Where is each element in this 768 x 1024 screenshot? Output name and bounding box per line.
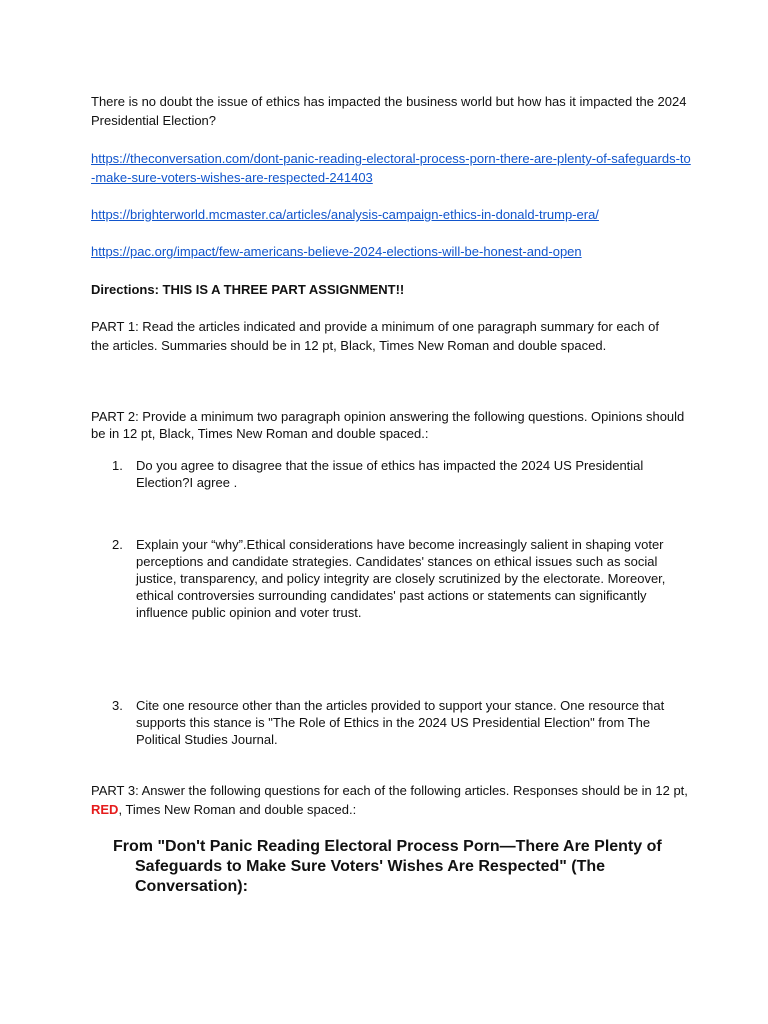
link-text[interactable]: https://brighterworld.mcmaster.ca/articles/analysis-campaign-ethics-in-donald-trump-era/: [91, 207, 599, 222]
article-heading: [113, 837, 693, 897]
list-item-text: Do you agree to disagree that the issue of ethics has impacted the 2024 US Presidential Election?I agree .: [136, 458, 644, 490]
link-theconversation[interactable]: [91, 149, 691, 187]
list-item-3: [112, 697, 682, 748]
list-item-2: [112, 536, 682, 621]
heading-continuation: Safeguards to Make Sure Voters' Wishes Are Respected" (The Conversation):: [135, 858, 606, 895]
list-number: 3.: [112, 698, 123, 713]
intro-paragraph: There is no doubt the issue of ethics has impacted the business world but how has it impacted the 2024 Presidential Election?: [91, 94, 687, 128]
link-text[interactable]: https://theconversation.com/dont-panic-reading-electoral-process-porn-there-are-plenty-of-safeguards-to-make-sure-voters-wishes-are-respected-241403: [91, 151, 691, 185]
link-pac[interactable]: [91, 242, 691, 261]
heading-line1: From "Don't Panic Reading Electoral Process Porn—There Are Plenty of: [113, 838, 662, 855]
directions-text: THIS IS A THREE PART ASSIGNMENT!!: [158, 282, 405, 297]
part3-text-before: PART 3: Answer the following questions for each of the following articles. Responses should be in 12 pt,: [91, 783, 688, 798]
list-item-text: Cite one resource other than the articles provided to support your stance. One resource that supports this stance is "The Role of Ethics in the 2024 US Presidential Election" from The Political Studies Journal.: [136, 698, 665, 747]
link-text[interactable]: https://pac.org/impact/few-americans-believe-2024-elections-will-be-honest-and-open: [91, 244, 582, 259]
link-brighterworld[interactable]: [91, 205, 691, 224]
part3-paragraph: [91, 781, 691, 819]
list-item-1: [112, 457, 682, 491]
part3-red-word: RED: [91, 802, 119, 817]
part3-text-after: , Times New Roman and double spaced.:: [118, 802, 357, 817]
directions: [91, 280, 691, 299]
part2-paragraph: PART 2: Provide a minimum two paragraph opinion answering the following questions. Opinions should be in 12 pt, Black, Times New Roman and double spaced.:: [91, 409, 685, 441]
list-item-text: Explain your “why”.Ethical considerations have become increasingly salient in shaping voter perceptions and candidate strategies. Candidates' stances on ethical issues such as social justice, transparency, and policy integrity are closely scrutinized by the electorate. Moreover, ethical controversies surrounding candidates' past actions or statements can significantly influence public opinion and voter trust.: [136, 537, 666, 620]
part1-paragraph: PART 1: Read the articles indicated and provide a minimum of one paragraph summary for each of the articles. Summaries should be in 12 pt, Black, Times New Roman and double spaced.: [91, 319, 659, 353]
list-number: 1.: [112, 458, 123, 473]
directions-label: Directions:: [91, 282, 159, 297]
list-number: 2.: [112, 537, 123, 552]
